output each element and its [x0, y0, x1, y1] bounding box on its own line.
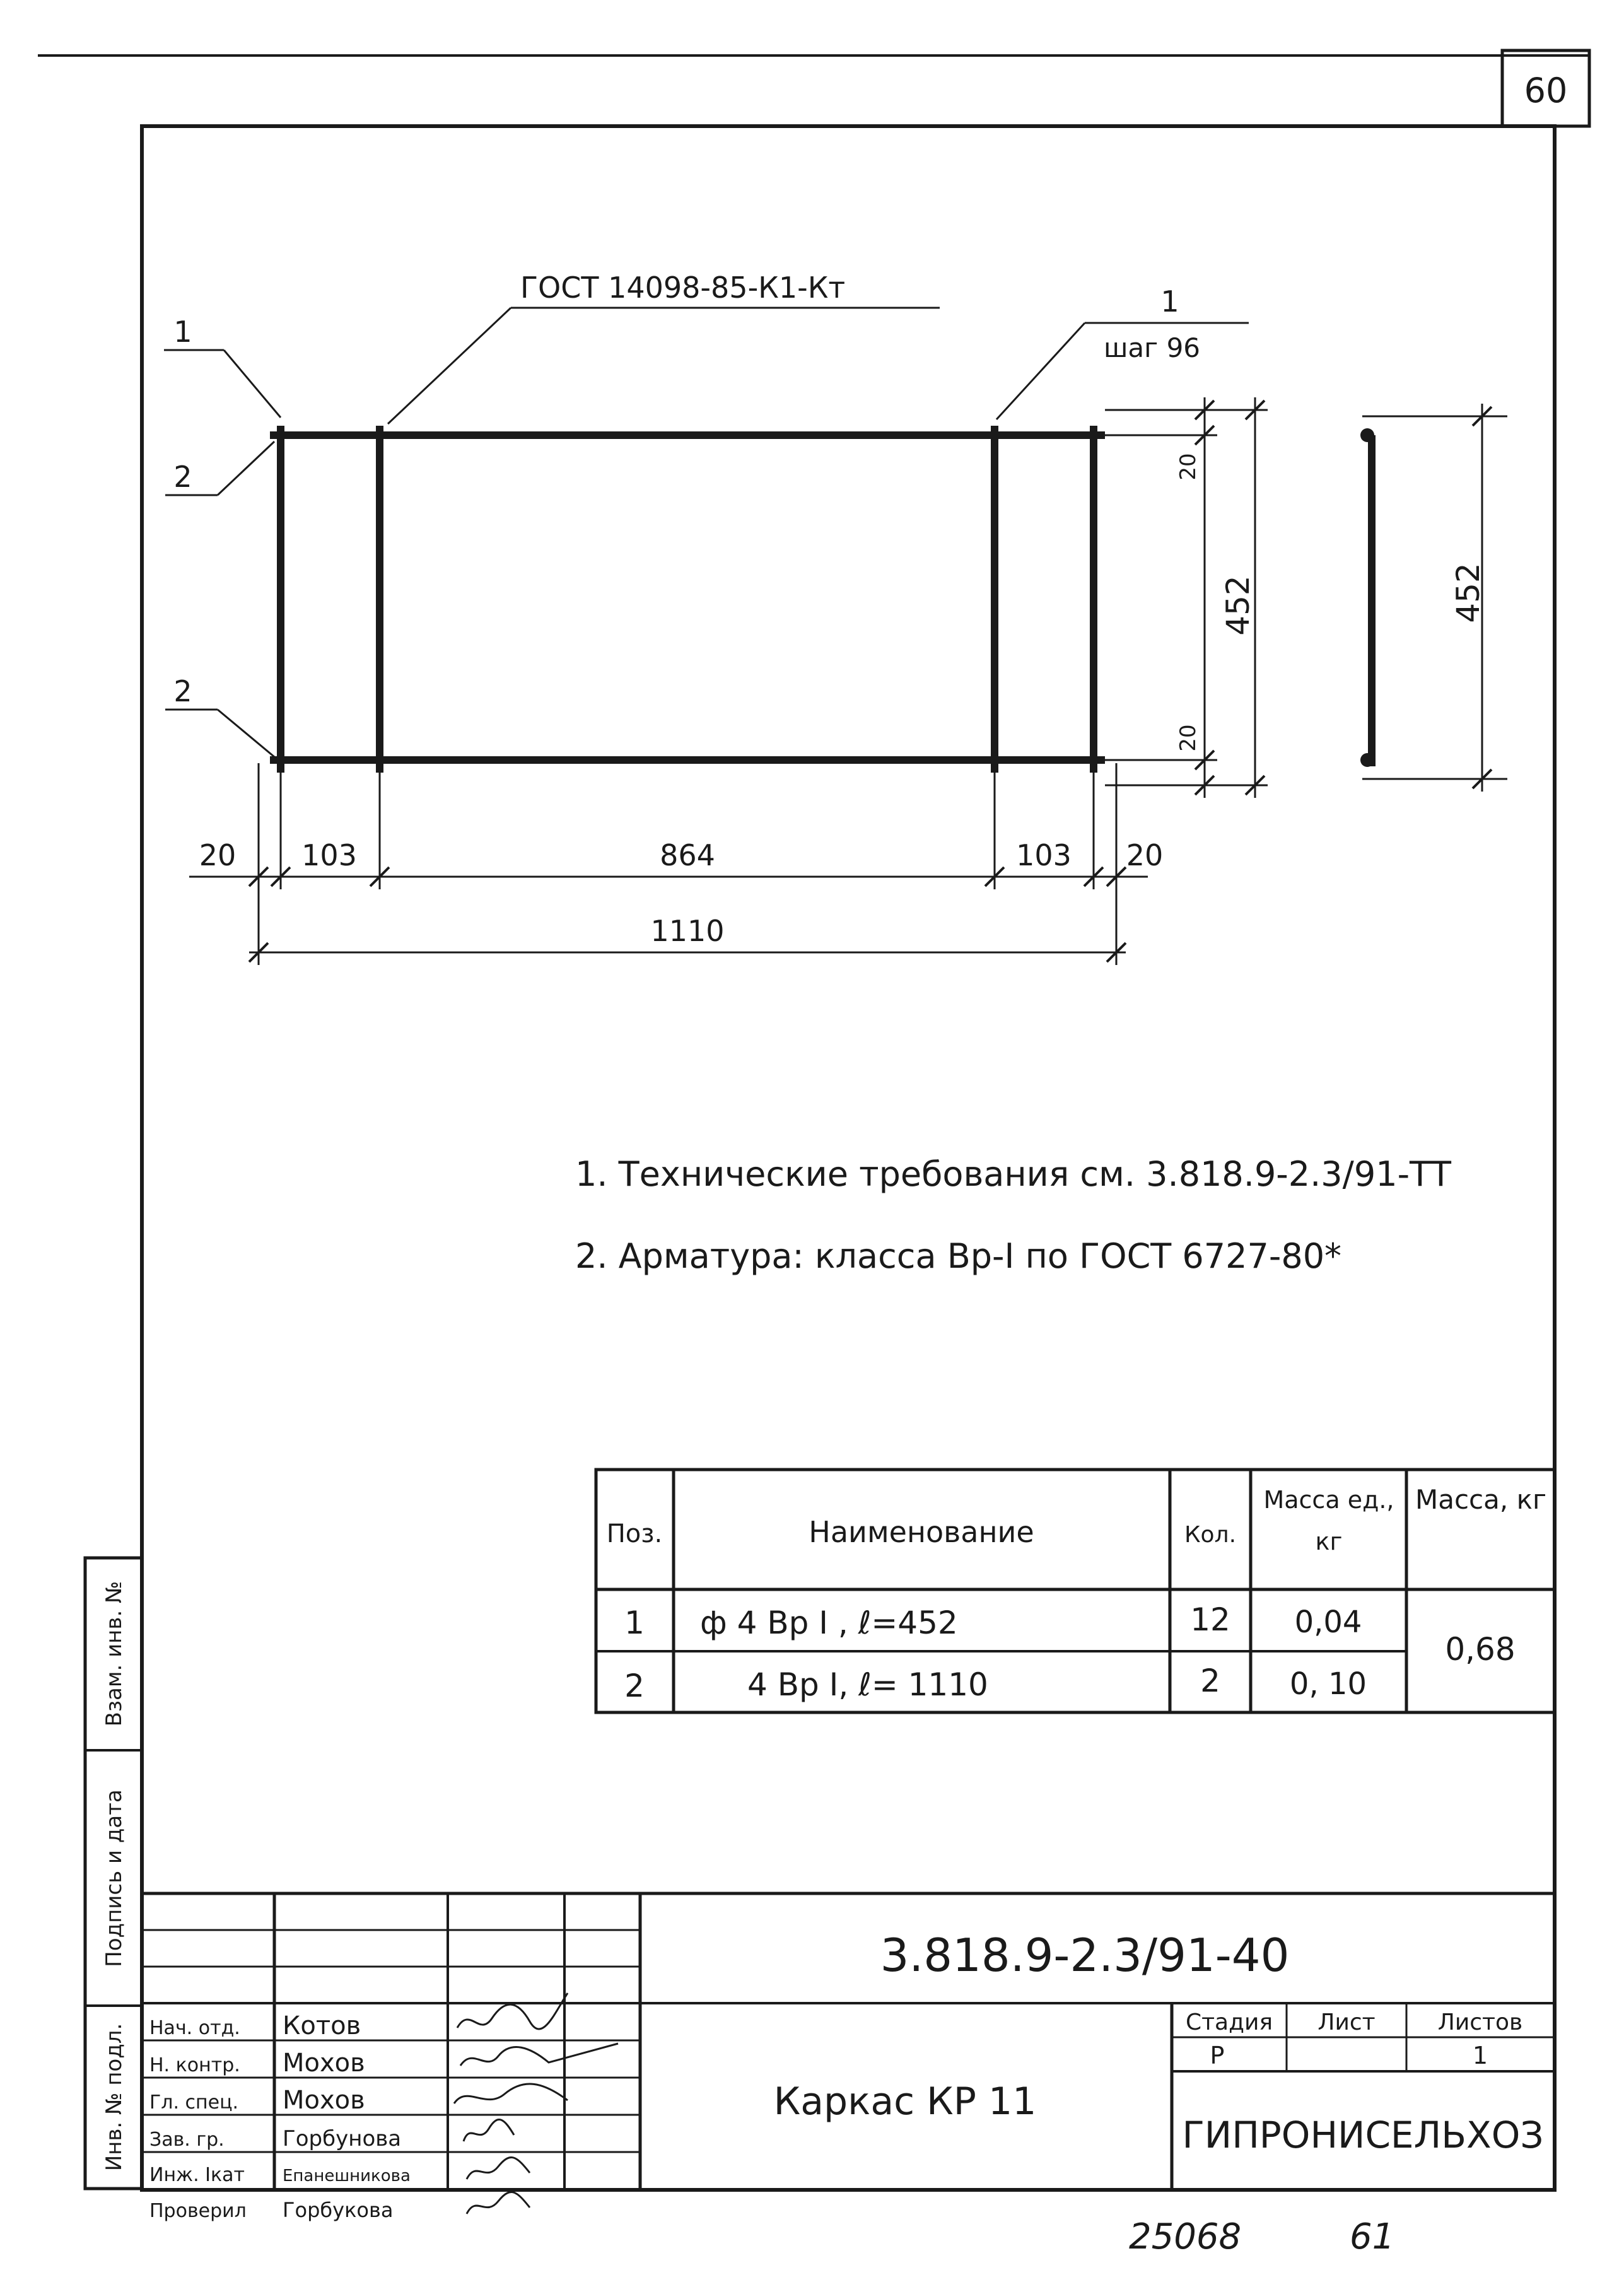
- callout-pos2-top: 2: [173, 460, 192, 494]
- title-stage-label: Стадия: [1185, 2009, 1273, 2035]
- staff-name-3: Мохов: [283, 2086, 365, 2115]
- staff-role-5: Инж. Iкат: [149, 2164, 245, 2186]
- staff-role-2: Н. контр.: [149, 2054, 240, 2076]
- side-stamp-inv: Инв. № подл.: [102, 2023, 127, 2172]
- callout-pos2-bottom: 2: [173, 674, 192, 708]
- title-sheets: 1: [1472, 2042, 1488, 2069]
- title-name: Каркас КР 11: [773, 2079, 1037, 2124]
- spec-row2-qty: 2: [1200, 1663, 1220, 1699]
- signature-4: [464, 2120, 514, 2141]
- dim-864: 864: [660, 838, 715, 872]
- staff-name-5: Епанешникова: [283, 2167, 411, 2185]
- note-2: 2. Арматура: класса Вр-I по ГОСТ 6727-80*: [575, 1236, 1342, 1276]
- spec-row1-unit-mass: 0,04: [1294, 1605, 1362, 1640]
- signature-3: [454, 2084, 568, 2103]
- dim-103-right: 103: [1016, 838, 1072, 872]
- page-number: 60: [1524, 71, 1568, 110]
- title-sheets-label: Листов: [1437, 2009, 1523, 2035]
- dim-103-left: 103: [301, 838, 357, 872]
- spec-header-unit-mass: Масса ед., кг: [1263, 1486, 1394, 1555]
- callout-step: шаг 96: [1104, 332, 1201, 363]
- dim-452-side: 452: [1450, 563, 1487, 623]
- cage-plan: [270, 426, 1105, 773]
- title-sheet-label: Лист: [1317, 2009, 1376, 2035]
- signatures: [454, 1993, 618, 2214]
- spec-header-qty: Кол.: [1184, 1522, 1237, 1548]
- spec-row2-unit-mass: 0, 10: [1289, 1666, 1367, 1702]
- staff-role-6: Проверил: [149, 2200, 247, 2222]
- title-designation: 3.818.9-2.3/91-40: [880, 1929, 1290, 1982]
- spec-row2-pos: 2: [624, 1668, 645, 1704]
- side-stamp-vzam: Взам. инв. №: [102, 1581, 127, 1727]
- spec-row1-qty: 12: [1190, 1601, 1230, 1638]
- archive-sheet: 61: [1350, 2216, 1395, 2257]
- signature-6: [467, 2192, 530, 2214]
- staff-role-4: Зав. гр.: [149, 2129, 225, 2151]
- archive-number: 25068: [1129, 2216, 1242, 2257]
- title-stage: Р: [1210, 2042, 1225, 2069]
- note-1: 1. Технические требования см. 3.818.9-2.3/91-ТТ: [575, 1154, 1452, 1194]
- dim-452-main: 452: [1220, 575, 1256, 636]
- dim-1110: 1110: [650, 914, 725, 948]
- spec-total-mass: 0,68: [1445, 1631, 1516, 1668]
- dim-20-right: 20: [1126, 838, 1164, 872]
- title-organization: ГИПРОНИСЕЛЬХОЗ: [1182, 2114, 1544, 2156]
- signature-1: [457, 1993, 568, 2029]
- callout-gost: ГОСТ 14098-85-К1-Кт: [520, 271, 846, 305]
- spec-header-pos: Поз.: [606, 1519, 663, 1548]
- callout-leaders: [164, 308, 1249, 757]
- spec-row2-name: 4 Вр I, ℓ= 1110: [747, 1666, 988, 1703]
- dim-20-left: 20: [199, 838, 237, 872]
- staff-name-4: Горбунова: [283, 2126, 402, 2151]
- staff-name-2: Мохов: [283, 2049, 365, 2078]
- staff-role-1: Нач. отд.: [149, 2017, 240, 2039]
- side-stamp-podpis: Подпись и дата: [102, 1789, 127, 1967]
- callout-pos1-left: 1: [173, 315, 192, 349]
- callout-pos1-right: 1: [1160, 284, 1179, 319]
- dim-20-bottom: 20: [1176, 724, 1201, 752]
- spec-row1-name: ф 4 Вр I , ℓ=452: [700, 1605, 958, 1641]
- signature-2: [460, 2044, 618, 2066]
- staff-name-1: Котов: [283, 2011, 361, 2040]
- spec-header-mass: Масса, кг: [1415, 1484, 1547, 1515]
- staff-name-6: Горбукова: [283, 2198, 394, 2222]
- spec-row1-pos: 1: [624, 1605, 645, 1641]
- staff-role-3: Гл. спец.: [149, 2091, 239, 2114]
- spec-header-mass-wrap: [1410, 1479, 1552, 1586]
- spec-header-unit-mass-wrap: [1254, 1479, 1404, 1586]
- signature-5: [467, 2158, 530, 2179]
- spec-header-name: Наименование: [809, 1515, 1034, 1549]
- dim-20-top: 20: [1176, 453, 1201, 481]
